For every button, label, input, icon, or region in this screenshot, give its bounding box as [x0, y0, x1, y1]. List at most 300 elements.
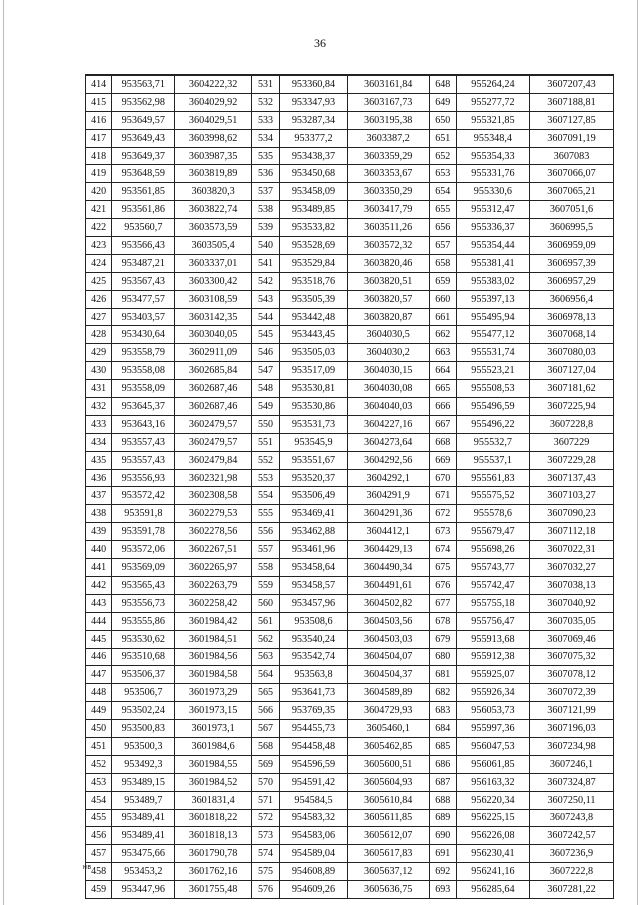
cell-y-coordinate: 3607075,32 — [529, 648, 613, 666]
cell-y-coordinate: 3603820,46 — [347, 254, 429, 272]
cell-point-number: 547 — [251, 362, 279, 380]
cell-y-coordinate: 3607121,99 — [529, 702, 613, 720]
table-row — [86, 201, 614, 219]
cell-y-coordinate: 3605611,85 — [347, 809, 429, 827]
cell-y-coordinate: 3602687,46 — [175, 380, 251, 398]
cell-x-coordinate: 953518,76 — [280, 272, 348, 290]
cell-y-coordinate: 3607103,27 — [529, 487, 613, 505]
cell-x-coordinate: 954608,89 — [280, 863, 348, 881]
cell-y-coordinate: 3604491,61 — [347, 576, 429, 594]
table-row — [86, 398, 614, 416]
cell-point-number: 537 — [251, 183, 279, 201]
cell-y-coordinate: 3603359,29 — [347, 147, 429, 165]
cell-point-number: 680 — [429, 648, 456, 666]
cell-y-coordinate: 3603998,62 — [175, 129, 251, 147]
cell-y-coordinate: 3604030,5 — [347, 326, 429, 344]
table-row — [86, 451, 614, 469]
cell-y-coordinate: 3605617,83 — [347, 845, 429, 863]
cell-x-coordinate: 953591,78 — [112, 523, 175, 541]
cell-point-number: 452 — [86, 755, 112, 773]
cell-x-coordinate: 953558,08 — [112, 362, 175, 380]
cell-y-coordinate: 3607243,8 — [529, 809, 613, 827]
cell-y-coordinate: 3602279,53 — [175, 505, 251, 523]
cell-x-coordinate: 954589,04 — [280, 845, 348, 863]
table-row — [86, 254, 614, 272]
cell-x-coordinate: 953562,98 — [112, 93, 175, 111]
cell-y-coordinate: 3607078,12 — [529, 666, 613, 684]
table-row — [86, 684, 614, 702]
cell-x-coordinate: 955312,47 — [456, 201, 529, 219]
cell-x-coordinate: 953347,93 — [280, 93, 348, 111]
cell-point-number: 664 — [429, 362, 456, 380]
cell-point-number: 667 — [429, 415, 456, 433]
cell-x-coordinate: 955277,72 — [456, 93, 529, 111]
cell-point-number: 416 — [86, 111, 112, 129]
cell-y-coordinate: 3601984,55 — [175, 755, 251, 773]
cell-point-number: 449 — [86, 702, 112, 720]
cell-point-number: 417 — [86, 129, 112, 147]
cell-y-coordinate: 3603511,26 — [347, 219, 429, 237]
table-row — [86, 737, 614, 755]
cell-x-coordinate: 955698,26 — [456, 541, 529, 559]
table-row — [86, 326, 614, 344]
cell-y-coordinate: 3602308,58 — [175, 487, 251, 505]
cell-point-number: 419 — [86, 165, 112, 183]
cell-y-coordinate: 3601762,16 — [175, 863, 251, 881]
cell-point-number: 418 — [86, 147, 112, 165]
cell-x-coordinate: 953558,09 — [112, 380, 175, 398]
cell-point-number: 682 — [429, 684, 456, 702]
cell-point-number: 538 — [251, 201, 279, 219]
cell-x-coordinate: 955532,7 — [456, 433, 529, 451]
cell-y-coordinate: 3601818,13 — [175, 827, 251, 845]
cell-y-coordinate: 3605610,84 — [347, 791, 429, 809]
cell-y-coordinate: 3605636,75 — [347, 881, 429, 899]
cell-point-number: 658 — [429, 254, 456, 272]
cell-x-coordinate: 953572,06 — [112, 541, 175, 559]
cell-x-coordinate: 953560,7 — [112, 219, 175, 237]
cell-x-coordinate: 953461,96 — [280, 541, 348, 559]
table-row — [86, 469, 614, 487]
cell-point-number: 672 — [429, 505, 456, 523]
cell-y-coordinate: 3606978,13 — [529, 308, 613, 326]
table-row — [86, 755, 614, 773]
cell-point-number: 564 — [251, 666, 279, 684]
cell-y-coordinate: 3604503,03 — [347, 630, 429, 648]
cell-point-number: 651 — [429, 129, 456, 147]
cell-point-number: 434 — [86, 433, 112, 451]
cell-x-coordinate: 955755,18 — [456, 594, 529, 612]
cell-point-number: 570 — [251, 773, 279, 791]
table-row — [86, 827, 614, 845]
cell-x-coordinate: 953510,68 — [112, 648, 175, 666]
cell-y-coordinate: 3604030,15 — [347, 362, 429, 380]
cell-x-coordinate: 953557,43 — [112, 451, 175, 469]
cell-y-coordinate: 3603820,87 — [347, 308, 429, 326]
cell-point-number: 562 — [251, 630, 279, 648]
cell-x-coordinate: 953517,09 — [280, 362, 348, 380]
cell-y-coordinate: 3604291,9 — [347, 487, 429, 505]
cell-x-coordinate: 953287,34 — [280, 111, 348, 129]
cell-x-coordinate: 953528,69 — [280, 237, 348, 255]
cell-y-coordinate: 3602321,98 — [175, 469, 251, 487]
cell-point-number: 458 — [86, 863, 112, 881]
cell-y-coordinate: 3601755,48 — [175, 881, 251, 899]
cell-x-coordinate: 955336,37 — [456, 219, 529, 237]
cell-x-coordinate: 955330,6 — [456, 183, 529, 201]
cell-point-number: 569 — [251, 755, 279, 773]
cell-y-coordinate: 3604029,51 — [175, 111, 251, 129]
cell-y-coordinate: 3607091,19 — [529, 129, 613, 147]
cell-x-coordinate: 953430,64 — [112, 326, 175, 344]
cell-y-coordinate: 3604029,92 — [175, 93, 251, 111]
cell-x-coordinate: 953360,84 — [280, 75, 348, 93]
cell-point-number: 666 — [429, 398, 456, 416]
cell-point-number: 561 — [251, 612, 279, 630]
cell-point-number: 445 — [86, 630, 112, 648]
cell-point-number: 659 — [429, 272, 456, 290]
cell-y-coordinate: 3604040,03 — [347, 398, 429, 416]
cell-y-coordinate: 3603505,4 — [175, 237, 251, 255]
cell-x-coordinate: 953641,73 — [280, 684, 348, 702]
cell-point-number: 663 — [429, 344, 456, 362]
cell-point-number: 555 — [251, 505, 279, 523]
cell-x-coordinate: 953377,2 — [280, 129, 348, 147]
table-row — [86, 433, 614, 451]
cell-x-coordinate: 953556,73 — [112, 594, 175, 612]
cell-y-coordinate: 3603573,59 — [175, 219, 251, 237]
cell-y-coordinate: 3604490,34 — [347, 559, 429, 577]
cell-point-number: 654 — [429, 183, 456, 201]
cell-y-coordinate: 3607065,21 — [529, 183, 613, 201]
scan-edge-right — [637, 0, 638, 905]
table-row — [86, 863, 614, 881]
cell-point-number: 536 — [251, 165, 279, 183]
table-row — [86, 290, 614, 308]
cell-x-coordinate: 953563,8 — [280, 666, 348, 684]
cell-y-coordinate: 3605460,1 — [347, 720, 429, 738]
cell-point-number: 669 — [429, 451, 456, 469]
cell-x-coordinate: 956285,64 — [456, 881, 529, 899]
cell-x-coordinate: 953530,86 — [280, 398, 348, 416]
cell-y-coordinate: 3604030,2 — [347, 344, 429, 362]
cell-y-coordinate: 3601984,56 — [175, 648, 251, 666]
cell-point-number: 448 — [86, 684, 112, 702]
cell-x-coordinate: 955321,85 — [456, 111, 529, 129]
cell-point-number: 541 — [251, 254, 279, 272]
cell-y-coordinate: 3602687,46 — [175, 398, 251, 416]
cell-y-coordinate: 3607229,28 — [529, 451, 613, 469]
cell-x-coordinate: 953489,7 — [112, 791, 175, 809]
cell-y-coordinate: 3605600,51 — [347, 755, 429, 773]
table-row — [86, 415, 614, 433]
cell-y-coordinate: 3604429,13 — [347, 541, 429, 559]
cell-point-number: 556 — [251, 523, 279, 541]
cell-point-number: 566 — [251, 702, 279, 720]
cell-x-coordinate: 953542,74 — [280, 648, 348, 666]
cell-point-number: 571 — [251, 791, 279, 809]
cell-point-number: 674 — [429, 541, 456, 559]
cell-point-number: 549 — [251, 398, 279, 416]
cell-point-number: 548 — [251, 380, 279, 398]
table-row — [86, 505, 614, 523]
cell-point-number: 429 — [86, 344, 112, 362]
cell-x-coordinate: 955531,74 — [456, 344, 529, 362]
cell-x-coordinate: 953506,37 — [112, 666, 175, 684]
table-row — [86, 344, 614, 362]
cell-point-number: 653 — [429, 165, 456, 183]
cell-y-coordinate: 3602479,57 — [175, 415, 251, 433]
cell-point-number: 559 — [251, 576, 279, 594]
cell-x-coordinate: 953530,81 — [280, 380, 348, 398]
cell-point-number: 447 — [86, 666, 112, 684]
cell-x-coordinate: 953502,24 — [112, 702, 175, 720]
cell-y-coordinate: 3603300,42 — [175, 272, 251, 290]
cell-x-coordinate: 953545,9 — [280, 433, 348, 451]
cell-y-coordinate: 3607234,98 — [529, 737, 613, 755]
cell-y-coordinate: 3604589,89 — [347, 684, 429, 702]
cell-x-coordinate: 953489,41 — [112, 827, 175, 845]
cell-y-coordinate: 3603572,32 — [347, 237, 429, 255]
table-row — [86, 881, 614, 899]
cell-x-coordinate: 955925,07 — [456, 666, 529, 684]
cell-y-coordinate: 3604030,08 — [347, 380, 429, 398]
cell-point-number: 446 — [86, 648, 112, 666]
cell-x-coordinate: 953563,71 — [112, 75, 175, 93]
cell-y-coordinate: 3603337,01 — [175, 254, 251, 272]
cell-point-number: 572 — [251, 809, 279, 827]
page-number: 36 — [314, 36, 326, 50]
table-row — [86, 720, 614, 738]
cell-point-number: 670 — [429, 469, 456, 487]
cell-y-coordinate: 3601831,4 — [175, 791, 251, 809]
cell-point-number: 554 — [251, 487, 279, 505]
cell-x-coordinate: 955354,33 — [456, 147, 529, 165]
cell-y-coordinate: 3603161,84 — [347, 75, 429, 93]
cell-point-number: 685 — [429, 737, 456, 755]
cell-y-coordinate: 3607137,43 — [529, 469, 613, 487]
cell-point-number: 550 — [251, 415, 279, 433]
cell-y-coordinate: 3607112,18 — [529, 523, 613, 541]
cell-y-coordinate: 3607188,81 — [529, 93, 613, 111]
cell-y-coordinate: 3603040,05 — [175, 326, 251, 344]
cell-point-number: 439 — [86, 523, 112, 541]
cell-x-coordinate: 953457,96 — [280, 594, 348, 612]
cell-point-number: 534 — [251, 129, 279, 147]
cell-y-coordinate: 3601984,58 — [175, 666, 251, 684]
cell-y-coordinate: 3601973,29 — [175, 684, 251, 702]
cell-x-coordinate: 953487,21 — [112, 254, 175, 272]
table-row — [86, 380, 614, 398]
cell-point-number: 688 — [429, 791, 456, 809]
table-row — [86, 594, 614, 612]
cell-y-coordinate: 3607229 — [529, 433, 613, 451]
cell-y-coordinate: 3607038,13 — [529, 576, 613, 594]
cell-y-coordinate: 3607072,39 — [529, 684, 613, 702]
table-row — [86, 576, 614, 594]
cell-point-number: 655 — [429, 201, 456, 219]
cell-point-number: 679 — [429, 630, 456, 648]
cell-x-coordinate: 953458,64 — [280, 559, 348, 577]
cell-point-number: 435 — [86, 451, 112, 469]
table-row — [86, 773, 614, 791]
cell-point-number: 442 — [86, 576, 112, 594]
cell-x-coordinate: 955354,44 — [456, 237, 529, 255]
cell-y-coordinate: 3601984,42 — [175, 612, 251, 630]
cell-point-number: 691 — [429, 845, 456, 863]
table-row — [86, 630, 614, 648]
cell-x-coordinate: 953558,79 — [112, 344, 175, 362]
cell-x-coordinate: 953506,7 — [112, 684, 175, 702]
cell-y-coordinate: 3604227,16 — [347, 415, 429, 433]
cell-point-number: 678 — [429, 612, 456, 630]
cell-x-coordinate: 956220,34 — [456, 791, 529, 809]
cell-x-coordinate: 953492,3 — [112, 755, 175, 773]
cell-point-number: 661 — [429, 308, 456, 326]
cell-point-number: 686 — [429, 755, 456, 773]
cell-x-coordinate: 953443,45 — [280, 326, 348, 344]
cell-point-number: 665 — [429, 380, 456, 398]
cell-y-coordinate: 3607032,27 — [529, 559, 613, 577]
cell-y-coordinate: 3601973,15 — [175, 702, 251, 720]
cell-x-coordinate: 955561,83 — [456, 469, 529, 487]
cell-y-coordinate: 3603417,79 — [347, 201, 429, 219]
cell-point-number: 675 — [429, 559, 456, 577]
cell-x-coordinate: 955496,22 — [456, 415, 529, 433]
cell-y-coordinate: 3603167,73 — [347, 93, 429, 111]
table-row — [86, 183, 614, 201]
cell-x-coordinate: 953648,59 — [112, 165, 175, 183]
cell-y-coordinate: 3607242,57 — [529, 827, 613, 845]
cell-x-coordinate: 956061,85 — [456, 755, 529, 773]
cell-point-number: 543 — [251, 290, 279, 308]
table-row — [86, 237, 614, 255]
table-row — [86, 111, 614, 129]
cell-x-coordinate: 953591,8 — [112, 505, 175, 523]
cell-point-number: 426 — [86, 290, 112, 308]
cell-x-coordinate: 955348,4 — [456, 129, 529, 147]
table-row — [86, 541, 614, 559]
table-row — [86, 702, 614, 720]
cell-point-number: 560 — [251, 594, 279, 612]
cell-point-number: 422 — [86, 219, 112, 237]
cell-y-coordinate: 3607040,92 — [529, 594, 613, 612]
cell-point-number: 567 — [251, 720, 279, 738]
cell-point-number: 692 — [429, 863, 456, 881]
cell-x-coordinate: 956226,08 — [456, 827, 529, 845]
cell-y-coordinate: 3607250,11 — [529, 791, 613, 809]
table-row — [86, 523, 614, 541]
cell-y-coordinate: 3604273,64 — [347, 433, 429, 451]
cell-y-coordinate: 3606957,39 — [529, 254, 613, 272]
cell-y-coordinate: 3604291,36 — [347, 505, 429, 523]
cell-y-coordinate: 3607035,05 — [529, 612, 613, 630]
cell-y-coordinate: 3601984,52 — [175, 773, 251, 791]
cell-y-coordinate: 3604412,1 — [347, 523, 429, 541]
cell-x-coordinate: 955997,36 — [456, 720, 529, 738]
cell-x-coordinate: 953769,35 — [280, 702, 348, 720]
cell-x-coordinate: 955523,21 — [456, 362, 529, 380]
cell-x-coordinate: 953569,09 — [112, 559, 175, 577]
cell-y-coordinate: 3607225,94 — [529, 398, 613, 416]
cell-x-coordinate: 955537,1 — [456, 451, 529, 469]
cell-x-coordinate: 955495,94 — [456, 308, 529, 326]
cell-x-coordinate: 954609,26 — [280, 881, 348, 899]
cell-y-coordinate: 3605462,85 — [347, 737, 429, 755]
cell-point-number: 457 — [86, 845, 112, 863]
cell-y-coordinate: 3604729,93 — [347, 702, 429, 720]
cell-point-number: 649 — [429, 93, 456, 111]
cell-point-number: 552 — [251, 451, 279, 469]
cell-x-coordinate: 953489,41 — [112, 809, 175, 827]
cell-x-coordinate: 953450,68 — [280, 165, 348, 183]
cell-x-coordinate: 955477,12 — [456, 326, 529, 344]
cell-point-number: 690 — [429, 827, 456, 845]
cell-y-coordinate: 3601790,78 — [175, 845, 251, 863]
cell-point-number: 542 — [251, 272, 279, 290]
cell-point-number: 557 — [251, 541, 279, 559]
cell-x-coordinate: 955381,41 — [456, 254, 529, 272]
table-row — [86, 845, 614, 863]
cell-point-number: 450 — [86, 720, 112, 738]
cell-x-coordinate: 953489,15 — [112, 773, 175, 791]
cell-x-coordinate: 953643,16 — [112, 415, 175, 433]
cell-point-number: 648 — [429, 75, 456, 93]
cell-point-number: 671 — [429, 487, 456, 505]
cell-point-number: 454 — [86, 791, 112, 809]
cell-y-coordinate: 3607246,1 — [529, 755, 613, 773]
cell-point-number: 683 — [429, 702, 456, 720]
cell-point-number: 568 — [251, 737, 279, 755]
cell-x-coordinate: 953561,85 — [112, 183, 175, 201]
cell-point-number: 650 — [429, 111, 456, 129]
cell-x-coordinate: 955913,68 — [456, 630, 529, 648]
cell-x-coordinate: 953645,37 — [112, 398, 175, 416]
cell-point-number: 433 — [86, 415, 112, 433]
cell-x-coordinate: 953500,3 — [112, 737, 175, 755]
cell-y-coordinate: 3602258,42 — [175, 594, 251, 612]
cell-point-number: 438 — [86, 505, 112, 523]
cell-x-coordinate: 953649,43 — [112, 129, 175, 147]
cell-x-coordinate: 953438,37 — [280, 147, 348, 165]
cell-point-number: 421 — [86, 201, 112, 219]
cell-y-coordinate: 3603387,2 — [347, 129, 429, 147]
cell-point-number: 459 — [86, 881, 112, 899]
cell-x-coordinate: 954458,48 — [280, 737, 348, 755]
cell-x-coordinate: 953475,66 — [112, 845, 175, 863]
cell-point-number: 441 — [86, 559, 112, 577]
cell-y-coordinate: 3606957,29 — [529, 272, 613, 290]
cell-x-coordinate: 953531,73 — [280, 415, 348, 433]
cell-y-coordinate: 3603820,51 — [347, 272, 429, 290]
cell-x-coordinate: 953551,67 — [280, 451, 348, 469]
cell-point-number: 428 — [86, 326, 112, 344]
cell-x-coordinate: 953505,39 — [280, 290, 348, 308]
cell-x-coordinate: 955508,53 — [456, 380, 529, 398]
cell-point-number: 657 — [429, 237, 456, 255]
cell-y-coordinate: 3607281,22 — [529, 881, 613, 899]
cell-x-coordinate: 955331,76 — [456, 165, 529, 183]
cell-y-coordinate: 3607069,46 — [529, 630, 613, 648]
cell-point-number: 532 — [251, 93, 279, 111]
cell-y-coordinate: 3602263,79 — [175, 576, 251, 594]
cell-y-coordinate: 3603353,67 — [347, 165, 429, 183]
cell-x-coordinate: 953566,43 — [112, 237, 175, 255]
cell-x-coordinate: 953649,37 — [112, 147, 175, 165]
table-row — [86, 308, 614, 326]
cell-x-coordinate: 954583,06 — [280, 827, 348, 845]
table-row — [86, 487, 614, 505]
